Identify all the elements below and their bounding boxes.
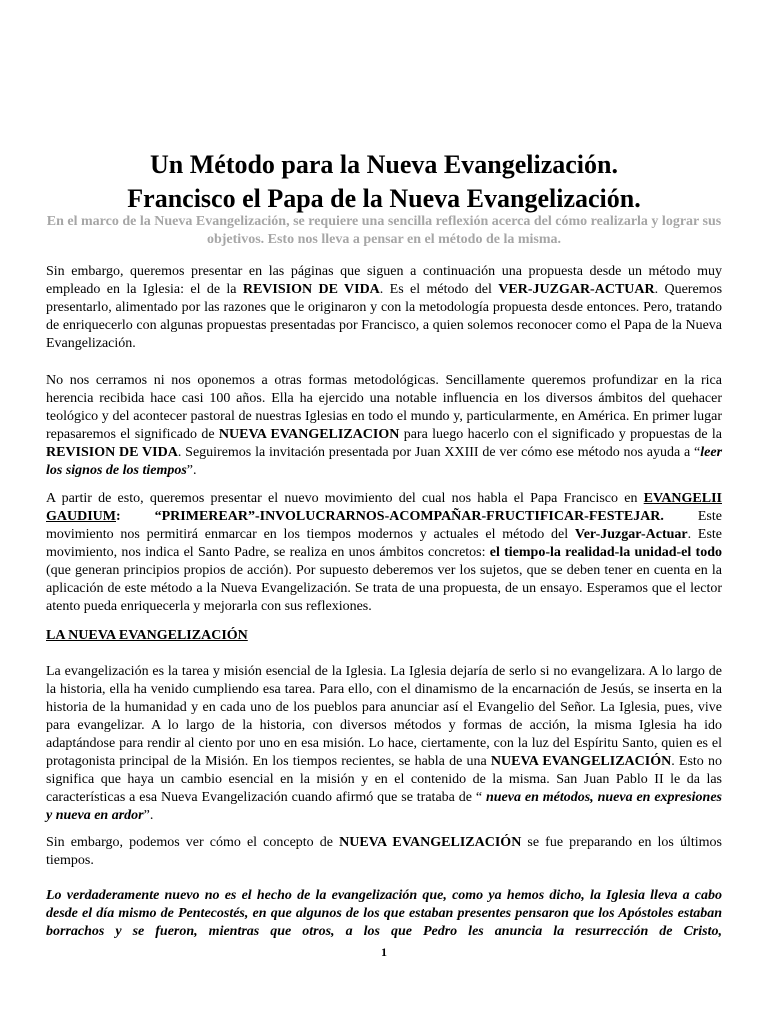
paragraph-text: . Queremos presentarlo, alimentado por las razones que le originaron y con la metodología propuesta desde entonces. Pero, tratando de enriquecerlo con algunas propuestas presentadas por Francisco, a quien solemos reconocer como el Papa de la Nueva Evangelización.	[46, 282, 723, 351]
paragraph-text: . Este movimiento, nos indica el Santo Padre, se realiza en unos ámbitos concretos:	[46, 527, 722, 560]
document-title-line-2: Francisco el Papa de la Nueva Evangelización.	[127, 184, 641, 213]
paragraph-text: ”.	[143, 808, 154, 823]
emphasis-quote-juan-pablo: nueva en métodos, nueva en expresiones y nueva en ardor	[46, 790, 722, 823]
paragraph-evangelii-gaudium	[46, 490, 722, 616]
emphasis-ambitos-concretos: el tiempo-la realidad-la unidad-el todo	[489, 545, 722, 560]
emphasis-nueva-evangelizacion: NUEVA EVANGELIZACIÓN	[339, 835, 522, 850]
paragraph-concept	[46, 834, 722, 870]
page-number: 1	[381, 945, 387, 959]
emphasis-ver-juzgar-actuar: Ver-Juzgar-Actuar	[574, 527, 688, 542]
paragraph-text: . Esto no significa que haya un cambio esencial en la misión y en el contenido de la misma. San Juan Pablo II le da las características a esa Nueva Evangelización cuando afirmó que se trataba de “	[46, 754, 723, 805]
paragraph-text: . Es el método del	[379, 282, 499, 297]
emphasis-primerear-movement: “PRIMEREAR”-INVOLUCRARNOS-ACOMPAÑAR-FRUCTIFICAR-FESTEJAR.	[154, 509, 664, 524]
paragraph-text: (que generan principios propios de acción). Por supuesto deberemos ver los sujetos, que se deben tener en cuenta en la aplicación de este método a la Nueva Evangelización. Se trata de una propuesta, de un ensayo. Esperamos que el lector atento pueda enriquecerla y mejorarla con sus reflexiones.	[46, 563, 722, 614]
section-heading: LA NUEVA EVANGELIZACIÓN	[46, 628, 248, 643]
emphasis-revision-de-vida: REVISION DE VIDA	[46, 445, 178, 460]
paragraph-text: . Seguiremos la invitación presentada por Juan XXIII de ver cómo ese método nos ayuda a “	[177, 445, 701, 460]
emphasis-revision-de-vida: REVISION DE VIDA	[242, 282, 380, 297]
paragraph-text: Sin embargo, podemos ver cómo el concepto de	[46, 835, 340, 850]
paragraph-quote: Lo verdaderamente nuevo no es el hecho de la evangelización que, como ya hemos dicho, la Iglesia lleva a cabo desde el día mismo de Pentecostés, en que algunos de los que estaban presentes pensaron que los Apóstoles estaban borrachos y se fueron, mientras que otros, a los que Pedro les anuncia la resurrección de Cristo,	[46, 888, 722, 939]
paragraph-text: La evangelización es la tarea y misión esencial de la Iglesia. La Iglesia dejaría de serlo si no evangelizara. A lo largo de la historia, ella ha venido cumpliendo esa tarea. Para ello, con el dinamismo de la encarnación de Jesús, se inserta en la historia de la humanidad y en cada uno de los pueblos para anunciar así el Evangelio del Señor. La Iglesia, pues, vive para evangelizar. A lo largo de la historia, con diversos métodos y formas de acción, la misma Iglesia ha ido adaptándose para rendir al ciento por uno en esa misión. Lo hace, ciertamente, con la luz del Espíritu Santo, quien es el protagonista principal de la Misión. En los tiempos recientes, se habla de una	[46, 664, 722, 769]
emphasis-nueva-evangelizacion: NUEVA EVANGELIZACIÓN	[490, 754, 672, 769]
paragraph-text: se fue preparando en los últimos tiempos.	[46, 835, 722, 868]
paragraph-text: Este movimiento nos permitirá enmarcar en los tiempos modernos y actuales el método del	[46, 509, 722, 542]
document-title-line-1: Un Método para la Nueva Evangelización.	[150, 150, 618, 179]
paragraph-text: ”.	[186, 463, 197, 478]
paragraph-methodology	[46, 372, 722, 480]
paragraph-text: A partir de esto, queremos presentar el nuevo movimiento del cual nos habla el Papa Francisco en	[46, 491, 644, 506]
emphasis-nueva-evangelizacion: NUEVA EVANGELIZACION	[218, 427, 400, 442]
emphasis-signos-de-los-tiempos: leer los signos de los tiempos	[46, 445, 723, 478]
paragraph-evangelization	[46, 663, 722, 825]
document-subtitle: En el marco de la Nueva Evangelización, se requiere una sencilla reflexión acerca del cómo realizarla y lograr sus objetivos. Esto nos lleva a pensar en el método de la misma.	[46, 214, 722, 247]
paragraph-text: para luego hacerlo con el significado y propuestas de la	[399, 427, 722, 442]
paragraph-text: No nos cerramos ni nos oponemos a otras formas metodológicas. Sencillamente queremos profundizar en la rica herencia recibida hace casi 100 años. Ella ha ejercido una notable influencia en los diversos ámbitos del quehacer teológico y del acontecer pastoral de nuestras Iglesias en todo el mundo y, particularmente, en América. En primer lugar repasaremos el significado de	[46, 373, 722, 442]
paragraph-intro	[46, 263, 722, 353]
emphasis-ver-juzgar-actuar: VER-JUZGAR-ACTUAR	[498, 282, 655, 297]
paragraph-text: Sin embargo, queremos presentar en las páginas que siguen a continuación una propuesta desde un método muy empleado en la Iglesia: el de la	[46, 264, 722, 297]
emphasis-evangelii-gaudium: EVANGELII GAUDIUM	[46, 491, 722, 524]
paragraph-colon: :	[116, 509, 155, 524]
